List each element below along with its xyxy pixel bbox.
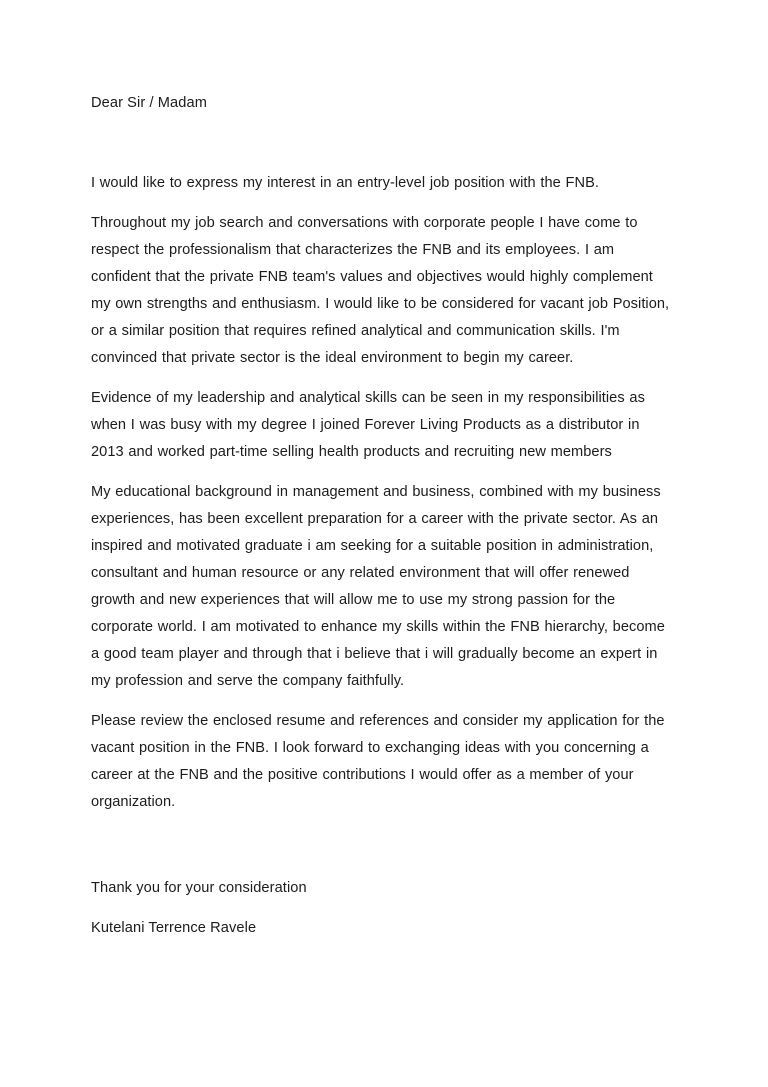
- paragraph-spacer: [91, 372, 673, 385]
- letter-body: [91, 90, 673, 942]
- body-paragraph-2: Throughout my job search and conversations with corporate people I have come to respect the professionalism that characterizes the FNB and its employees. I am confident that the private FNB team's values and objectives would highly complement my own strengths and enthusiasm. I would like to be considered for vacant job Position, or a similar position that requires refined analytical and communication skills. I'm convinced that private sector is the ideal environment to begin my career.: [91, 214, 670, 366]
- paragraph-spacer: [91, 197, 673, 210]
- spacer-before-signature: [91, 902, 673, 915]
- salutation: Dear Sir / Madam: [91, 95, 207, 111]
- body-paragraph-1: I would like to express my interest in an entry-level job position with the FNB.: [91, 174, 599, 191]
- spacer-after-salutation: [91, 117, 673, 170]
- body-paragraph-4: My educational background in management and business, combined with my business experiences, has been excellent preparation for a career with the private sector. As an inspired and motivated graduate i am seeking for a suitable position in administration, consultant and human resource or any related environment that will offer renewed growth and new experiences that will allow me to use my strong passion for the corporate world. I am motivated to enhance my skills within the FNB hierarchy, become a good team player and through that i believe that i will gradually become an expert in my profession and serve the company faithfully.: [91, 483, 665, 689]
- body-paragraph-5: Please review the enclosed resume and references and consider my application for the vacant position in the FNB. I look forward to exchanging ideas with you concerning a career at the FNB and the positive contributions I would offer as a member of your organization.: [91, 712, 665, 810]
- paragraph-spacer: [91, 695, 673, 708]
- spacer-before-closing: [91, 816, 673, 875]
- body-paragraph-3: Evidence of my leadership and analytical skills can be seen in my responsibilities as when I was busy with my degree I joined Forever Living Products as a distributor in 2013 and worked part-time selling health products and recruiting new members: [91, 389, 645, 460]
- closing-line: Thank you for your consideration: [91, 879, 307, 896]
- paragraph-spacer: [91, 466, 673, 479]
- signature-name: Kutelani Terrence Ravele: [91, 919, 257, 936]
